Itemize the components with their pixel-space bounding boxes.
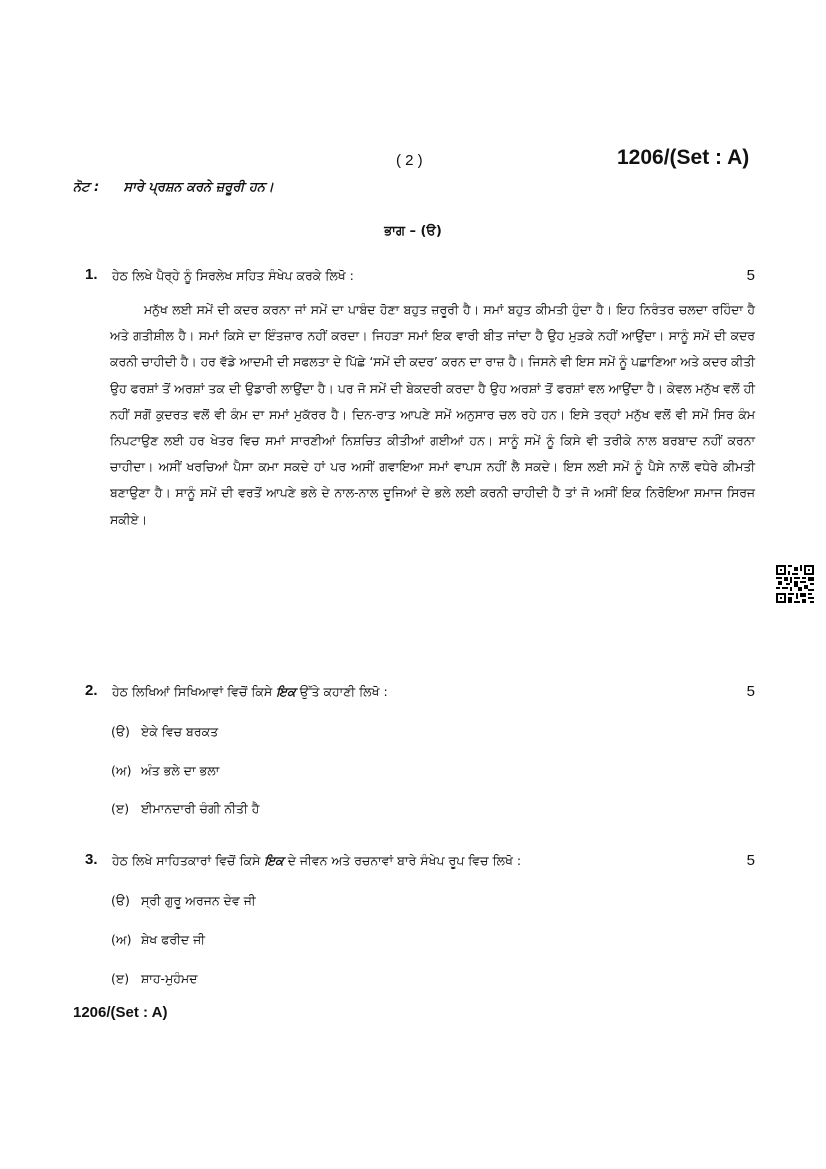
question-2-option-b [111,763,219,779]
question-3-marks: 5 [746,852,755,869]
question-1-marks: 5 [746,267,755,284]
option-text: ਸ੍ਰੀ ਗੁਰੂ ਅਰਜਨ ਦੇਵ ਜੀ [140,893,256,908]
question-3-option-b [111,932,205,948]
option-text: ਈਮਾਨਦਾਰੀ ਚੰਗੀ ਨੀਤੀ ਹੈ [140,801,260,816]
question-3-text-before: ਹੇਠ ਲਿਖੇ ਸਾਹਿਤਕਾਰਾਂ ਵਿਚੋਂ ਕਿਸੇ [112,853,261,868]
question-2-option-a [111,724,218,740]
option-label: (ੲ) [111,971,130,986]
option-label: (ੳ) [111,724,130,739]
question-3-text-after: ਦੇ ਜੀਵਨ ਅਤੇ ਰਚਨਾਵਾਂ ਬਾਰੇ ਸੰਖੇਪ ਰੂਪ ਵਿਚ ਲਿਖੋ : [287,853,522,868]
option-text: ਸ਼ਾਹ-ਮੁਹੰਮਦ [140,971,198,986]
section-title: ਭਾਗ – (ੳ) [384,224,442,239]
note [73,180,274,195]
question-2-emphasis: ਇਕ [276,684,296,699]
page-number: ( 2 ) [396,152,423,169]
option-label: (ੳ) [111,893,130,908]
question-2-text-after: ਉੱਤੇ ਕਹਾਣੀ ਲਿਖੋ : [299,684,388,699]
question-3-number: 3. [85,851,98,868]
question-2-marks: 5 [746,683,755,700]
note-text: ਸਾਰੇ ਪ੍ਰਸ਼ਨ ਕਰਨੇ ਜ਼ਰੂਰੀ ਹਨ। [123,180,274,195]
option-label: (ੲ) [111,801,130,816]
question-1-text: ਹੇਠ ਲਿਖੇ ਪੈਰ੍ਹੇ ਨੂੰ ਸਿਰਲੇਖ ਸਹਿਤ ਸੰਖੇਪ ਕਰਕੇ ਲਿਖੋ : [112,268,354,283]
option-text: ਸ਼ੇਖ ਫਰੀਦ ਜੀ [140,932,206,947]
question-3-text [112,853,521,869]
question-2-text-before: ਹੇਠ ਲਿਖਿਆਂ ਸਿਖਿਆਵਾਂ ਵਿਚੋਂ ਕਿਸੇ [112,684,273,699]
question-2-text [112,684,388,700]
option-text: ਅੰਤ ਭਲੇ ਦਾ ਭਲਾ [140,763,220,778]
option-label: (ਅ) [111,932,132,947]
question-1-number: 1. [85,266,98,283]
question-1-passage: ਮਨੁੱਖ ਲਈ ਸਮੇਂ ਦੀ ਕਦਰ ਕਰਨਾ ਜਾਂ ਸਮੇਂ ਦਾ ਪਾਬੰਦ ਹੋਣਾ ਬਹੁਤ ਜ਼ਰੂਰੀ ਹੈ। ਸਮਾਂ ਬਹੁਤ ਕੀਮਤੀ ਹੁੰਦਾ ਹੈ। ਇਹ ਨਿਰੰਤਰ ਚਲਦਾ ਰਹਿੰਦਾ ਹੈ ਅਤੇ ਗਤੀਸ਼ੀਲ ਹੈ। ਸਮਾਂ ਕਿਸੇ ਦਾ ਇੰਤਜ਼ਾਰ ਨਹੀਂ ਕਰਦਾ। ਜਿਹੜਾ ਸਮਾਂ ਇਕ ਵਾਰੀ ਬੀਤ ਜਾਂਦਾ ਹੈ ਉਹ ਮੁੜਕੇ ਨਹੀਂ ਆਉਂਦਾ। ਸਾਨੂੰ ਸਮੇਂ ਦੀ ਕਦਰ ਕਰਨੀ ਚਾਹੀਦੀ ਹੈ। ਹਰ ਵੱਡੇ ਆਦਮੀ ਦੀ ਸਫਲਤਾ ਦੇ ਪਿੱਛੇ ‘ਸਮੇਂ ਦੀ ਕਦਰ’ ਕਰਨ ਦਾ ਰਾਜ਼ ਹੈ। ਜਿਸਨੇ ਵੀ ਇਸ ਸਮੇਂ ਨੂੰ ਪਛਾਣਿਆ ਅਤੇ ਕਦਰ ਕੀਤੀ ਉਹ ਫਰਸ਼ਾਂ ਤੋਂ ਅਰਸ਼ਾਂ ਤਕ ਦੀ ਉਡਾਰੀ ਲਾਉਂਦਾ ਹੈ। ਪਰ ਜੋ ਸਮੇਂ ਦੀ ਬੇਕਦਰੀ ਕਰਦਾ ਹੈ ਉਹ ਅਰਸ਼ਾਂ ਤੋਂ ਫਰਸ਼ਾਂ ਵਲ ਆਉਂਦਾ ਹੈ। ਕੇਵਲ ਮਨੁੱਖ ਵਲੋਂ ਹੀ ਨਹੀਂ ਸਗੋਂ ਕੁਦਰਤ ਵਲੋਂ ਵੀ ਕੰਮ ਦਾ ਸਮਾਂ ਮੁਕੱਰਰ ਹੈ। ਦਿਨ-ਰਾਤ ਆਪਣੇ ਸਮੇਂ ਅਨੁਸਾਰ ਚਲ ਰਹੇ ਹਨ। ਇਸੇ ਤਰ੍ਹਾਂ ਮਨੁੱਖ ਵਲੋਂ ਵੀ ਸਮੇਂ ਸਿਰ ਕੰਮ ਨਿਪਟਾਉਣ ਲਈ ਹਰ ਖੇਤਰ ਵਿਚ ਸਮਾਂ ਸਾਰਣੀਆਂ ਨਿਸ਼ਚਿਤ ਕੀਤੀਆਂ ਗਈਆਂ ਹਨ। ਸਾਨੂੰ ਸਮੇਂ ਨੂੰ ਕਿਸੇ ਵੀ ਤਰੀਕੇ ਨਾਲ ਬਰਬਾਦ ਨਹੀਂ ਕਰਨਾ ਚਾਹੀਦਾ। ਅਸੀਂ ਖਰਚਿਆਂ ਪੈਸਾ ਕਮਾ ਸਕਦੇ ਹਾਂ ਪਰ ਅਸੀਂ ਗਵਾਇਆ ਸਮਾਂ ਵਾਪਸ ਨਹੀਂ ਲੈ ਸਕਦੇ। ਇਸ ਲਈ ਸਮੇਂ ਨੂੰ ਪੈਸੇ ਨਾਲੋਂ ਵਧੇਰੇ ਕੀਮਤੀ ਬਣਾਉਣਾ ਹੈ। ਸਾਨੂੰ ਸਮੇਂ ਦੀ ਵਰਤੋਂ ਆਪਣੇ ਭਲੇ ਦੇ ਨਾਲ-ਨਾਲ ਦੂਜਿਆਂ ਦੇ ਭਲੇ ਲਈ ਕਰਨੀ ਚਾਹੀਦੀ ਹੈ ਤਾਂ ਜੋ ਅਸੀਂ ਇਕ ਨਿਰੋਇਆ ਸਮਾਜ ਸਿਰਜ ਸਕੀਏ। [110,302,755,527]
option-label: (ਅ) [111,763,132,778]
question-3-option-a [111,893,256,909]
option-text: ਏਕੇ ਵਿਚ ਬਰਕਤ [140,724,219,739]
note-label: ਨੋਟ : [73,180,100,195]
paper-code-header: 1206/(Set : A) [617,146,750,169]
question-2-number: 2. [85,682,98,699]
paper-code-footer: 1206/(Set : A) [73,1004,168,1021]
qr-code-icon [776,565,814,603]
question-3-emphasis: ਇਕ [264,853,284,868]
question-2-option-c [111,801,259,817]
question-3-option-c [111,971,197,987]
